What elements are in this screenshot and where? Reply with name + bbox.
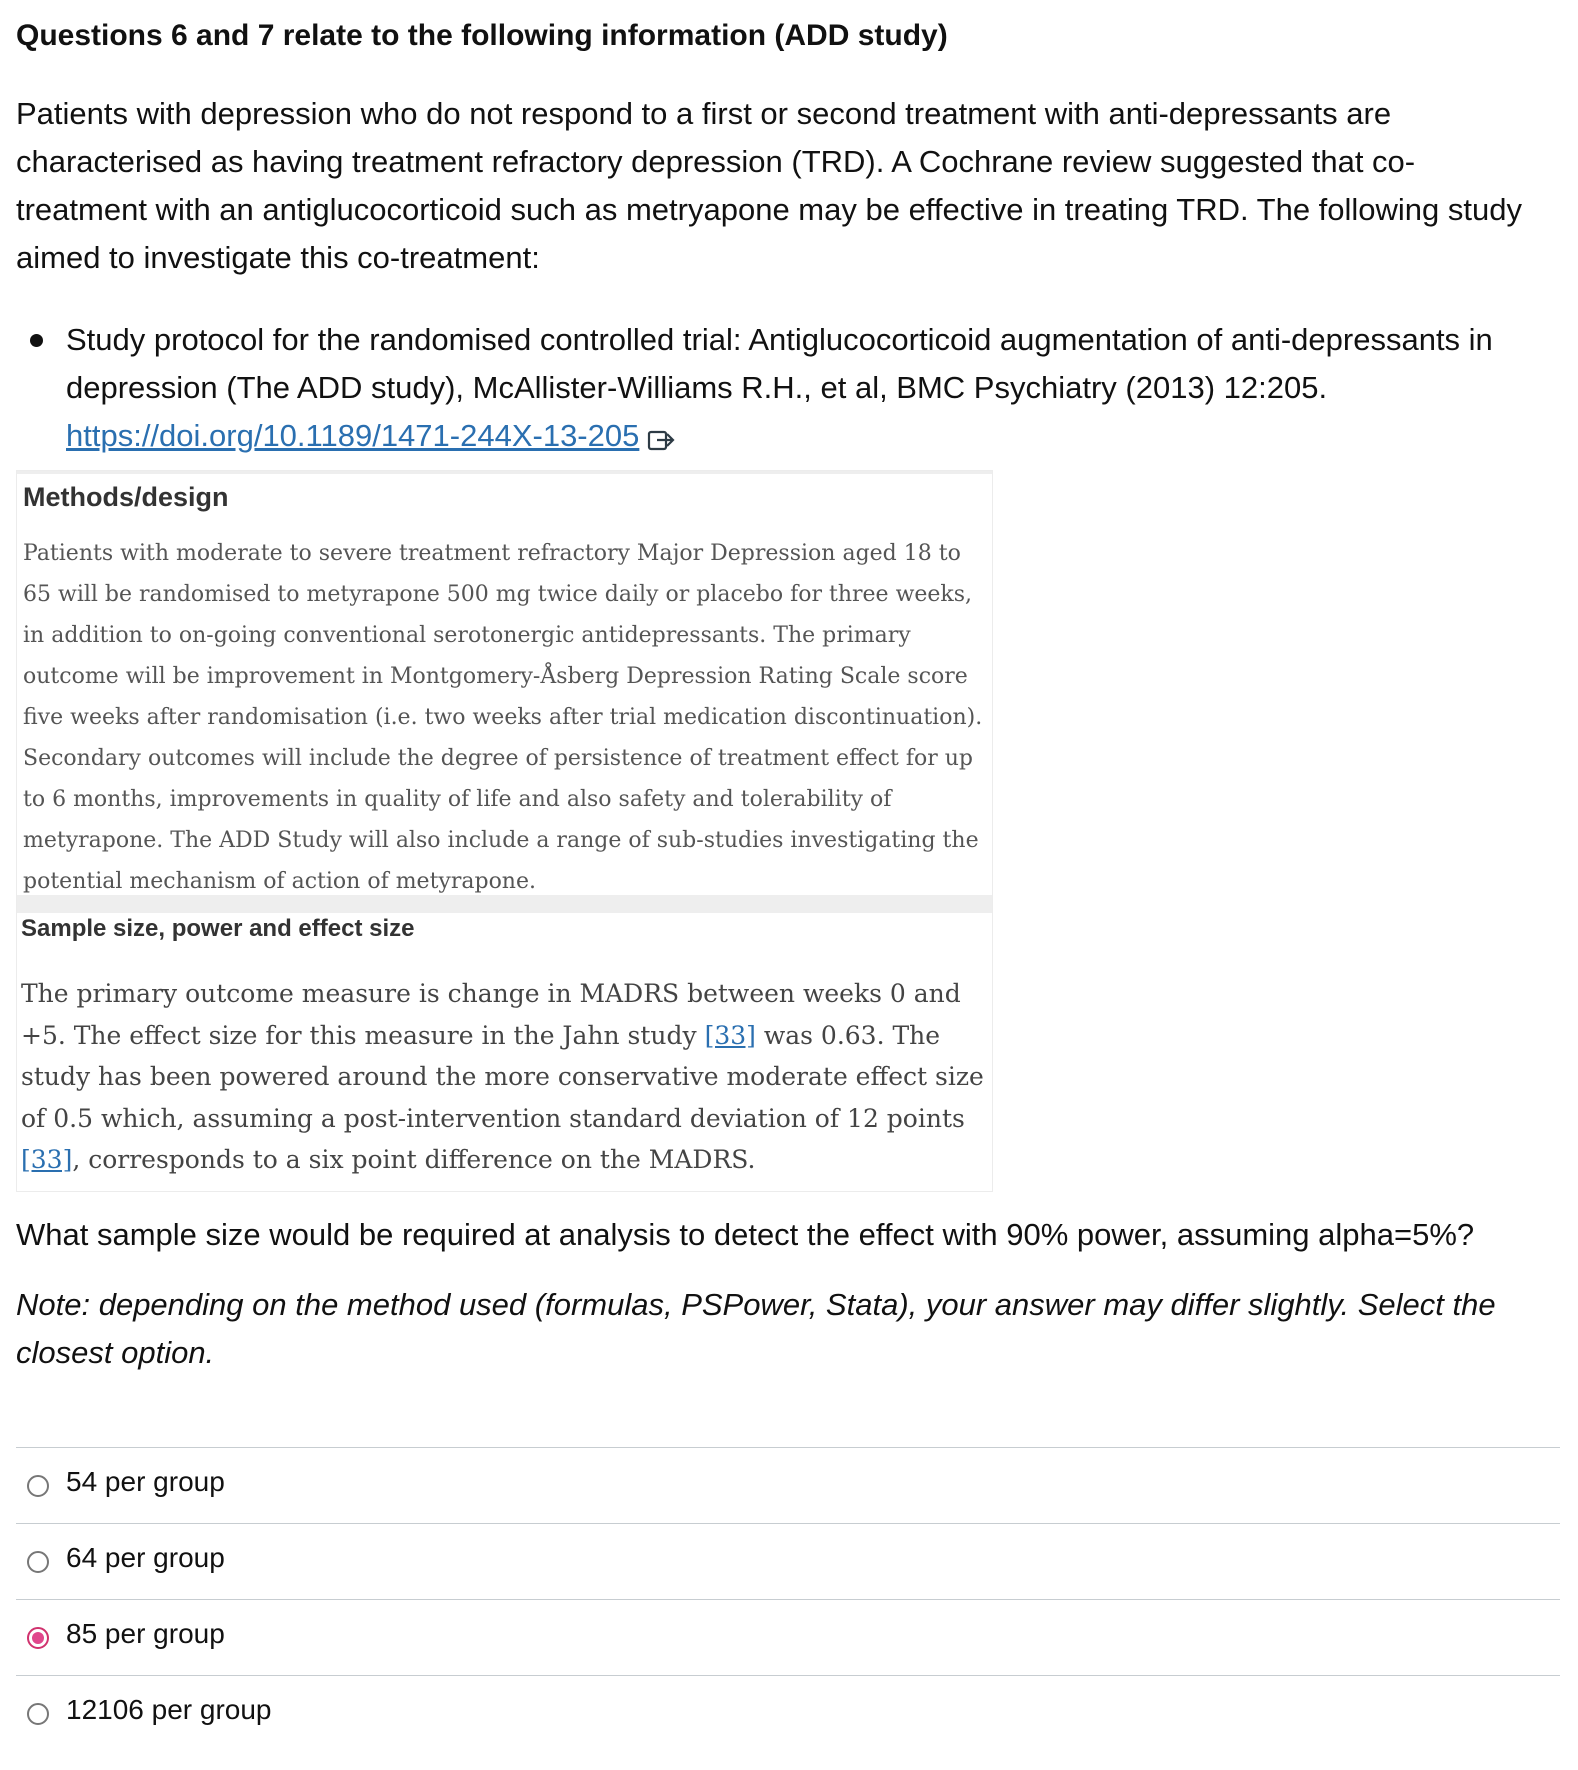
paper-excerpt-image <box>16 470 993 1192</box>
methods-heading: Methods/design <box>17 471 992 523</box>
answer-option[interactable] <box>16 1675 1560 1751</box>
citation-link: [33] <box>21 1145 73 1174</box>
external-link-icon[interactable] <box>647 418 677 466</box>
bullet-icon <box>30 334 43 347</box>
sample-size-heading: Sample size, power and effect size <box>21 915 415 942</box>
radio-button-selected[interactable] <box>27 1627 49 1649</box>
question-text: What sample size would be required at analysis to detect the effect with 90% power, assuming alpha=5%? <box>16 1217 1475 1252</box>
sample-size-text-1: The primary outcome measure is change in MADRS between weeks 0 and +5. The effect size for this measure in the Jahn study <box>21 979 961 1050</box>
answer-label[interactable]: 12106 per group <box>66 1694 272 1725</box>
answer-label[interactable]: 85 per group <box>66 1618 225 1649</box>
page-title: Questions 6 and 7 relate to the following information (ADD study) <box>16 19 948 52</box>
radio-button[interactable] <box>27 1703 49 1725</box>
radio-button[interactable] <box>27 1475 49 1497</box>
methods-body: Patients with moderate to severe treatment refractory Major Depression aged 18 to 65 will be randomised to metyrapone 500 mg twice daily or placebo for three weeks, in addition to on-going conventional serotonergic antidepressants. The primary outcome will be improvement in Montgomery-Åsberg Depression Rating Scale score five weeks after randomisation (i.e. two weeks after trial medication discontinuation). Secondary outcomes will include the degree of persistence of treatment effect for up to 6 months, improvements in quality of life and also safety and tolerability of metyrapone. The ADD Study will also include a range of sub-studies investigating the potential mechanism of action of metyrapone. <box>23 541 983 894</box>
sample-size-text-3: , corresponds to a six point difference on the MADRS. <box>72 1145 756 1174</box>
reference-text: Study protocol for the randomised controlled trial: Antiglucocorticoid augmentation of anti-depressants in depression (The ADD study), McAllister-Williams R.H., et al, BMC Psychiatry (2013) 12:205. <box>66 322 1493 405</box>
doi-link[interactable]: https://doi.org/10.1189/1471-244X-13-205 <box>66 418 640 453</box>
reference-item <box>66 316 1564 466</box>
answer-option[interactable] <box>16 1523 1560 1599</box>
answer-label[interactable]: 54 per group <box>66 1466 225 1497</box>
intro-paragraph: Patients with depression who do not respond to a first or second treatment with anti-depressants are characterised as having treatment refractory depression (TRD). A Cochrane review suggested that co-treatment with an antiglucocorticoid such as metryapone may be effective in treating TRD. The following study aimed to investigate this co-treatment: <box>16 96 1522 275</box>
sample-size-body <box>17 965 992 1191</box>
radio-button[interactable] <box>27 1551 49 1573</box>
citation-link: [33] <box>704 1020 756 1050</box>
answer-list <box>16 1447 1560 1751</box>
sample-size-text-2: was 0.63. The study has been powered around the more conservative moderate effect size of 0.5 which, assuming a post-intervention standard deviation of 12 points <box>21 1020 984 1133</box>
answer-option[interactable] <box>16 1447 1560 1523</box>
question-note: Note: depending on the method used (formulas, PSPower, Stata), your answer may differ slightly. Select the closest option. <box>16 1287 1496 1370</box>
reference-list <box>16 316 1564 466</box>
answer-option[interactable] <box>16 1599 1560 1675</box>
answer-label[interactable]: 64 per group <box>66 1542 225 1573</box>
question-container <box>16 0 1564 1725</box>
